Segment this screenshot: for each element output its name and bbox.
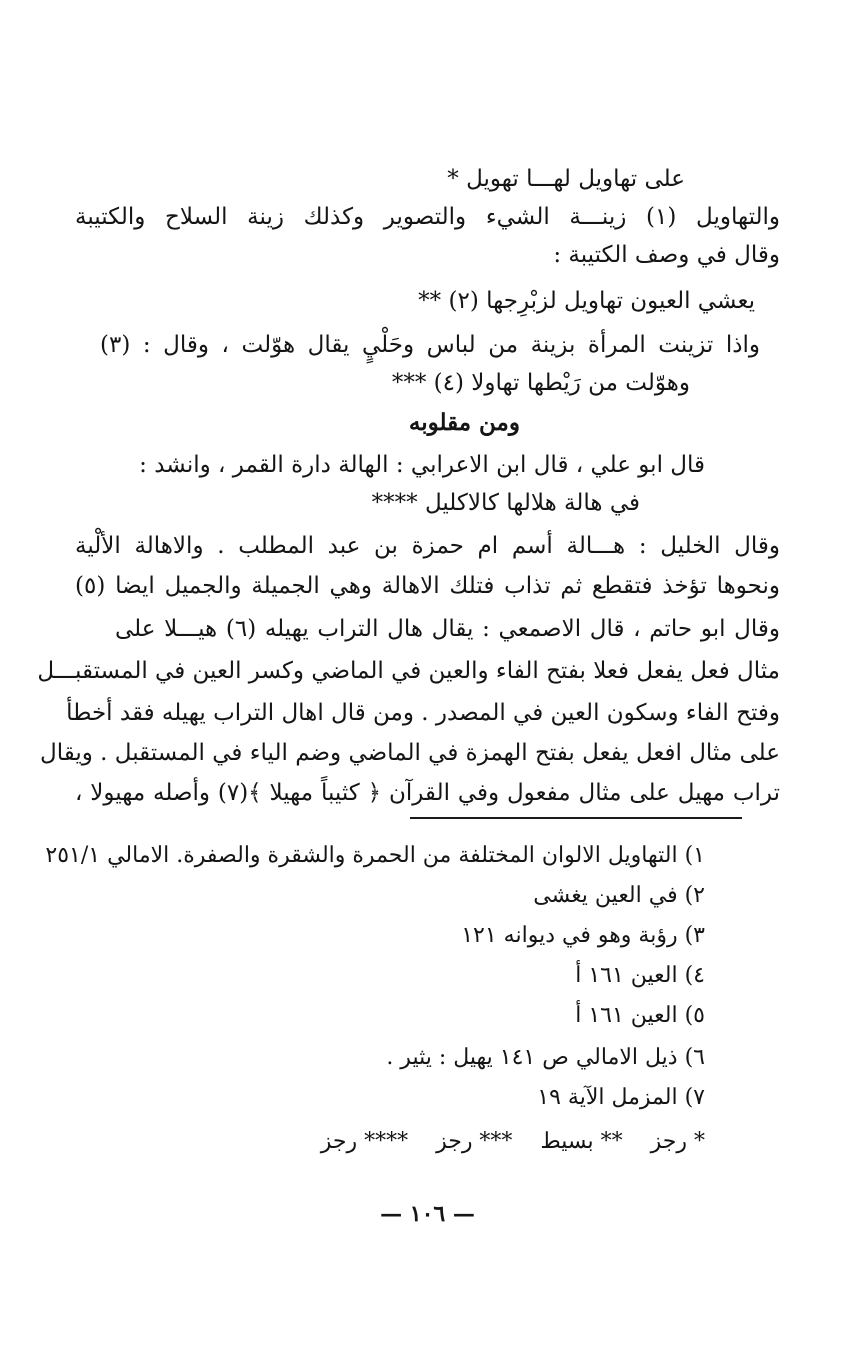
verse-line-1: على تهاويل لهـــا تهويل * bbox=[447, 166, 685, 192]
text-line-13: مثال فعل يفعل فعلا بفتح الفاء والعين في الماضي وكسر العين في المستقبـــل bbox=[37, 658, 780, 684]
text-line-15: على مثال افعل يفعل بفتح الهمزة في الماضي وضم الياء في المستقبل . ويقال bbox=[40, 740, 780, 766]
text-line-10: وقال الخليل : هـــالة أسم ام حمزة بن عبد المطلب . والاهالة الألْية bbox=[75, 533, 780, 559]
text-line-3: وقال في وصف الكتيبة : bbox=[553, 242, 780, 268]
footnote-1: ١) التهاويل الالوان المختلفة من الحمرة والشقرة والصفرة. الامالي ٢٥١/١ bbox=[45, 843, 705, 868]
footnote-6: ٦) ذيل الامالي ص ١٤١ يهيل : يثير . bbox=[386, 1045, 705, 1070]
footnote-separator bbox=[410, 817, 742, 819]
section-heading: ومن مقلوبه bbox=[408, 409, 520, 436]
footnote-5: ٥) العين ١٦١ أ bbox=[575, 1003, 705, 1028]
verse-line-6: وهوّلت من رَيْطها تهاولا (٤) *** bbox=[391, 370, 690, 396]
text-line-5: واذا تزينت المرأة بزينة من لباس وحَلْيٍ يقال هوّلت ، وقال : (٣) bbox=[100, 332, 760, 358]
text-line-11: ونحوها تؤخذ فتقطع ثم تذاب فتلك الاهالة وهي الجميلة والجميل ايضا (٥) bbox=[75, 573, 780, 599]
footnote-2: ٢) في العين يغشى bbox=[533, 883, 705, 908]
verse-line-4: يعشي العيون تهاويل لزبْرِجها (٢) ** bbox=[418, 288, 755, 314]
meter-key: * رجز ** بسيط *** رجز **** رجز bbox=[320, 1129, 705, 1154]
text-line-2: والتهاويل (١) زينـــة الشيء والتصوير وكذلك زينة السلاح والكتيبة bbox=[75, 204, 781, 230]
footnote-7: ٧) المزمل الآية ١٩ bbox=[537, 1085, 705, 1110]
footnote-4: ٤) العين ١٦١ أ bbox=[575, 963, 705, 988]
text-line-14: وفتح الفاء وسكون العين في المصدر . ومن قال اهال التراب يهيله فقد أخطأ bbox=[66, 700, 780, 726]
text-line-12: وقال ابو حاتم ، قال الاصمعي : يقال هال التراب يهيله (٦) هيـــلا على bbox=[115, 616, 780, 642]
text-line-8: قال ابو علي ، قال ابن الاعرابي : الهالة دارة القمر ، وانشد : bbox=[139, 452, 705, 478]
text-line-16: تراب مهيل على مثال مفعول وفي القرآن ﴿ كثيباً مهيلا ﴾(٧) وأصله مهيولا ، bbox=[75, 780, 780, 806]
page-number: — ١٠٦ — bbox=[380, 1201, 475, 1227]
verse-line-9: في هالة هلالها كالاكليل **** bbox=[371, 490, 640, 516]
footnote-3: ٣) رؤبة وهو في ديوانه ١٢١ bbox=[461, 923, 705, 948]
